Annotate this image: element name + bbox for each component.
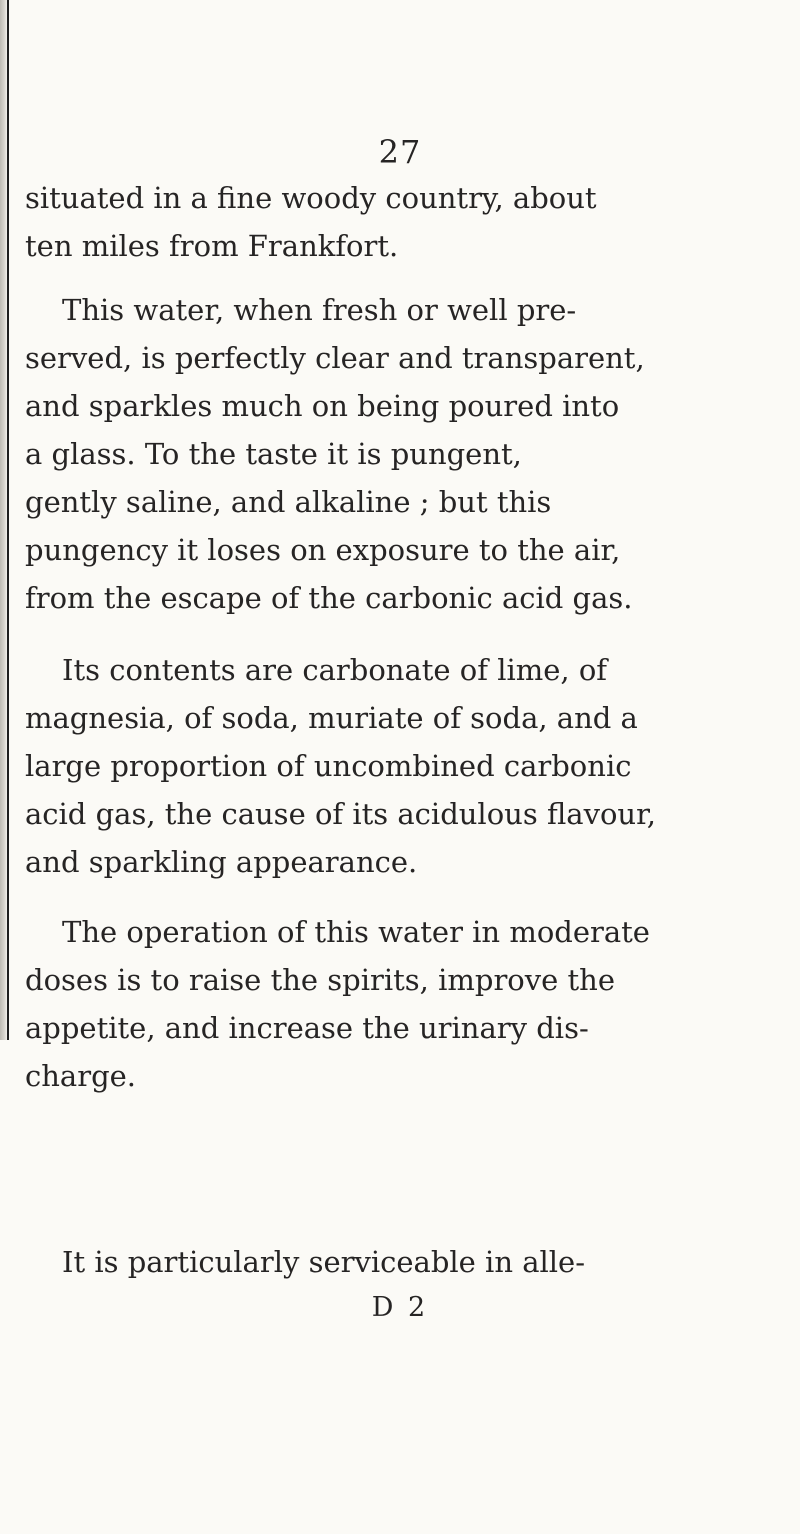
page-number: 27 [378, 133, 422, 171]
signature-mark: D 2 [371, 1292, 429, 1323]
text-line: large proportion of uncombined carbonic [25, 749, 632, 783]
paragraph-start-line: This water, when fresh or well pre- [62, 293, 577, 327]
text-line: ten miles from Frankfort. [25, 229, 399, 263]
paragraph-start-line: It is particularly serviceable in alle- [62, 1245, 586, 1279]
text-line: gently saline, and alkaline ; but this [25, 485, 552, 519]
text-line: magnesia, of soda, muriate of soda, and a [25, 701, 638, 735]
paragraph-start-line: Its contents are carbonate of lime, of [62, 653, 608, 687]
text-line: doses is to raise the spirits, improve the [25, 963, 616, 997]
paragraph-start-line: The operation of this water in moderate [62, 915, 650, 949]
text-line: and sparkles much on being poured into [25, 389, 620, 423]
text-line: charge. [25, 1059, 137, 1093]
text-line: and sparkling appearance. [25, 845, 418, 879]
text-line: from the escape of the carbonic acid gas. [25, 581, 633, 615]
text-line: acid gas, the cause of its acidulous flavour, [25, 797, 656, 831]
text-line: served, is perfectly clear and transparent, [25, 341, 645, 375]
text-line: appetite, and increase the urinary dis- [25, 1011, 589, 1045]
text-line: pungency it loses on exposure to the air, [25, 533, 621, 567]
text-line: situated in a fine woody country, about [25, 181, 597, 215]
text-line: a glass. To the taste it is pungent, [25, 437, 522, 471]
